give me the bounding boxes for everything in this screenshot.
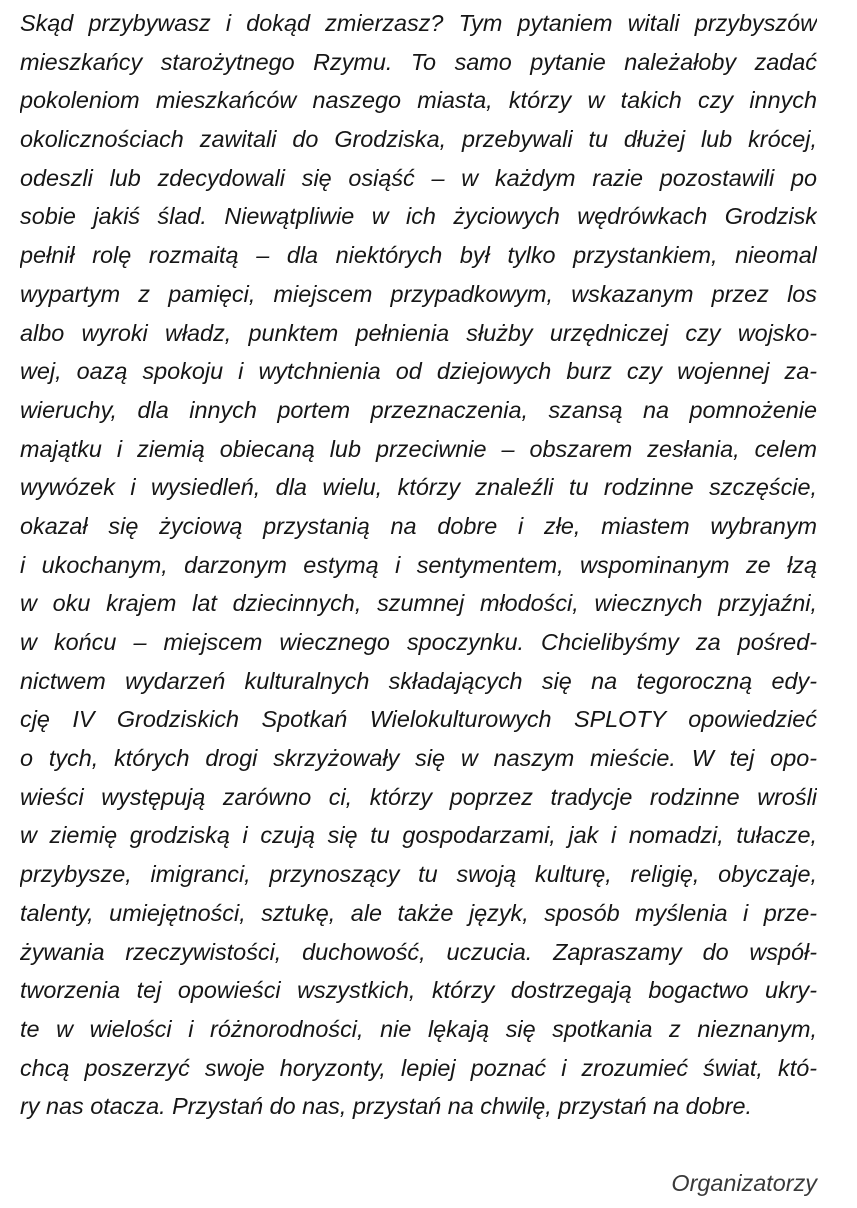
text-line: okolicznościach zawitali do Grodziska, przebywali tu dłużej lub krócej, [20,126,817,153]
text-line: chcą poszerzyć swoje horyzonty, lepiej poznać i zrozumieć świat, któ- [20,1054,817,1081]
text-line: żywania rzeczywistości, duchowość, uczucia. Zapraszamy do współ- [20,938,817,965]
text-line: te w wielości i różnorodności, nie lękają się spotkania z nieznanym, [20,1015,817,1042]
text-line: w ziemię grodziską i czują się tu gospodarzami, jak i nomadzi, tułacze, [20,822,817,849]
signature: Organizatorzy [671,1170,817,1196]
text-line: pokoleniom mieszkańców naszego miasta, którzy w takich czy innych [20,87,817,114]
text-line: i ukochanym, darzonym estymą i sentymentem, wspominanym ze łzą [20,551,817,578]
text-line: o tych, których drogi skrzyżowały się w naszym mieście. W tej opo- [20,745,817,772]
text-line: nictwem wydarzeń kulturalnych składających się na tegoroczną edy- [20,667,817,694]
text-line: Skąd przybywasz i dokąd zmierzasz? Tym pytaniem witali przybyszów [20,10,817,36]
text-line: cję IV Grodziskich Spotkań Wielokulturowych SPLOTY opowiedzieć [20,706,817,733]
text-line: sobie jakiś ślad. Niewątpliwie w ich życiowych wędrówkach Grodzisk [20,203,817,230]
text-line: okazał się życiową przystanią na dobre i złe, miastem wybranym [20,512,817,539]
text-line: wej, oazą spokoju i wytchnienia od dziejowych burz czy wojennej za- [20,358,817,385]
text-line: pełnił rolę rozmaitą – dla niektórych był tylko przystankiem, nieomal [20,242,817,269]
text-line: wypartym z pamięci, miejscem przypadkowym, wskazanym przez los [20,280,817,307]
text-line: wieruchy, dla innych portem przeznaczenia, szansą na pomnożenie [20,396,817,423]
text-line: ry nas otacza. Przystań do nas, przystań na chwilę, przystań na dobre. [20,1093,752,1120]
text-line: w oku krajem lat dziecinnych, szumnej młodości, wiecznych przyjaźni, [20,590,817,617]
text-line: albo wyroki władz, punktem pełnienia służby urzędniczej czy wojsko- [20,319,817,346]
text-line: przybysze, imigranci, przynoszący tu swoją kulturę, religię, obyczaje, [20,861,817,888]
text-line: mieszkańcy starożytnego Rzymu. To samo pytanie należałoby zadać [20,48,817,75]
text-line: wywózek i wysiedleń, dla wielu, którzy znaleźli tu rodzinne szczęście, [20,474,817,501]
text-line: majątku i ziemią obiecaną lub przeciwnie – obszarem zesłania, celem [20,435,817,462]
text-line: tworzenia tej opowieści wszystkich, którzy dostrzegają bogactwo ukry- [20,977,817,1004]
text-line: wieści występują zarówno ci, którzy poprzez tradycje rodzinne wrośli [20,783,817,810]
text-line: odeszli lub zdecydowali się osiąść – w każdym razie pozostawili po [20,164,817,191]
text-line: talenty, umiejętności, sztukę, ale także język, sposób myślenia i prze- [20,899,817,926]
body-text [20,4,817,1126]
text-line: w końcu – miejscem wiecznego spoczynku. Chcielibyśmy za pośred- [20,629,817,655]
